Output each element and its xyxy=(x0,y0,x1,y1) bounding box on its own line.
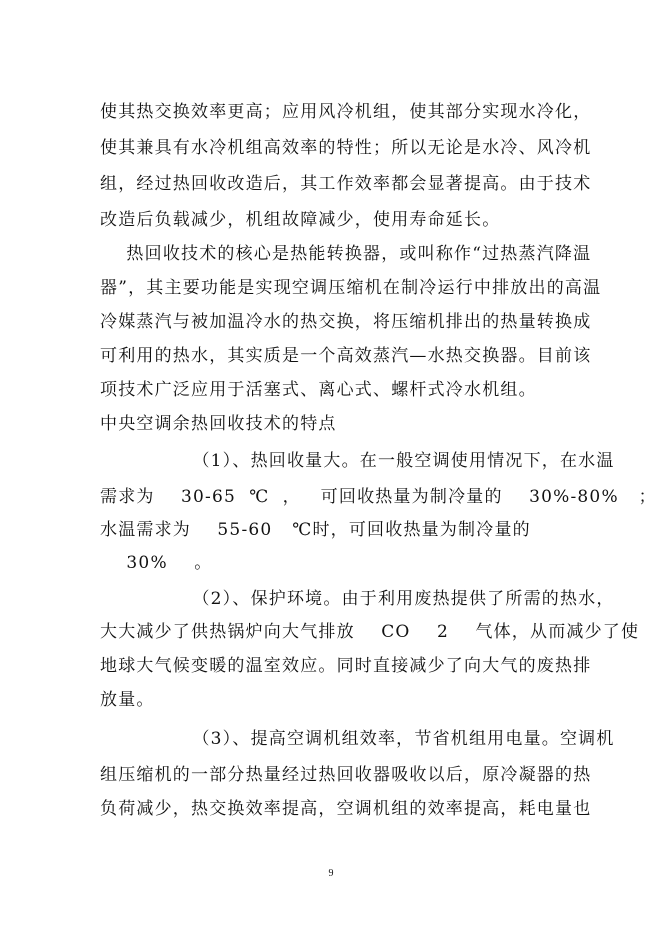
text-line: 30% 。 xyxy=(100,553,213,573)
text-line: 可利用的热水，其实质是一个高效蒸汽—水热交换器。目前该 xyxy=(100,346,592,366)
text-line: 改造后负载减少，机组故障减少，使用寿命延长。 xyxy=(100,210,501,230)
text-line: 组，经过热回收改造后，其工作效率都会显著提高。由于技术 xyxy=(100,174,592,194)
section-heading: 中央空调余热回收技术的特点 xyxy=(100,414,337,434)
text-line: 负荷减少，热交换效率提高，空调机组的效率提高，耗电量也 xyxy=(100,799,592,819)
text-line: 热回收技术的核心是热能转换器，或叫称作“过热蒸汽降温 xyxy=(100,244,592,264)
text-line: 地球大气候变暖的温室效应。同时直接减少了向大气的废热排 xyxy=(100,656,592,676)
text-line: 使其兼具有水冷机组高效率的特性；所以无论是水冷、风冷机 xyxy=(100,138,592,158)
text-line: 放量。 xyxy=(100,690,155,710)
text-line: 大大减少了供热锅炉向大气排放 CO 2 气体，从而减少了使 xyxy=(100,622,640,642)
text-line: 冷媒蒸汽与被加温冷水的热交换，将压缩机排出的热量转换成 xyxy=(100,312,592,332)
text-line: 组压缩机的一部分热量经过热回收器吸收以后，原冷凝器的热 xyxy=(100,765,592,785)
text-line: 使其热交换效率更高；应用风冷机组，使其部分实现水冷化， xyxy=(100,102,592,122)
text-line: （1）、热回收量大。在一般空调使用情况下，在水温 xyxy=(100,451,615,471)
text-line: （2）、保护环境。由于利用废热提供了所需的热水， xyxy=(100,589,615,609)
page-number: 9 xyxy=(328,868,334,879)
text-line: 需求为 30-65 ℃ ， 可回收热量为制冷量的 30%-80% ； xyxy=(100,487,657,507)
text-line: （3）、提高空调机组效率，节省机组用电量。空调机 xyxy=(100,729,615,749)
text-line: 水温需求为 55-60 ℃时，可回收热量为制冷量的 xyxy=(100,520,531,540)
text-line: 器”，其主要功能是实现空调压缩机在制冷运行中排放出的高温 xyxy=(100,278,602,298)
text-line: 项技术广泛应用于活塞式、离心式、螺杆式冷水机组。 xyxy=(100,380,537,400)
